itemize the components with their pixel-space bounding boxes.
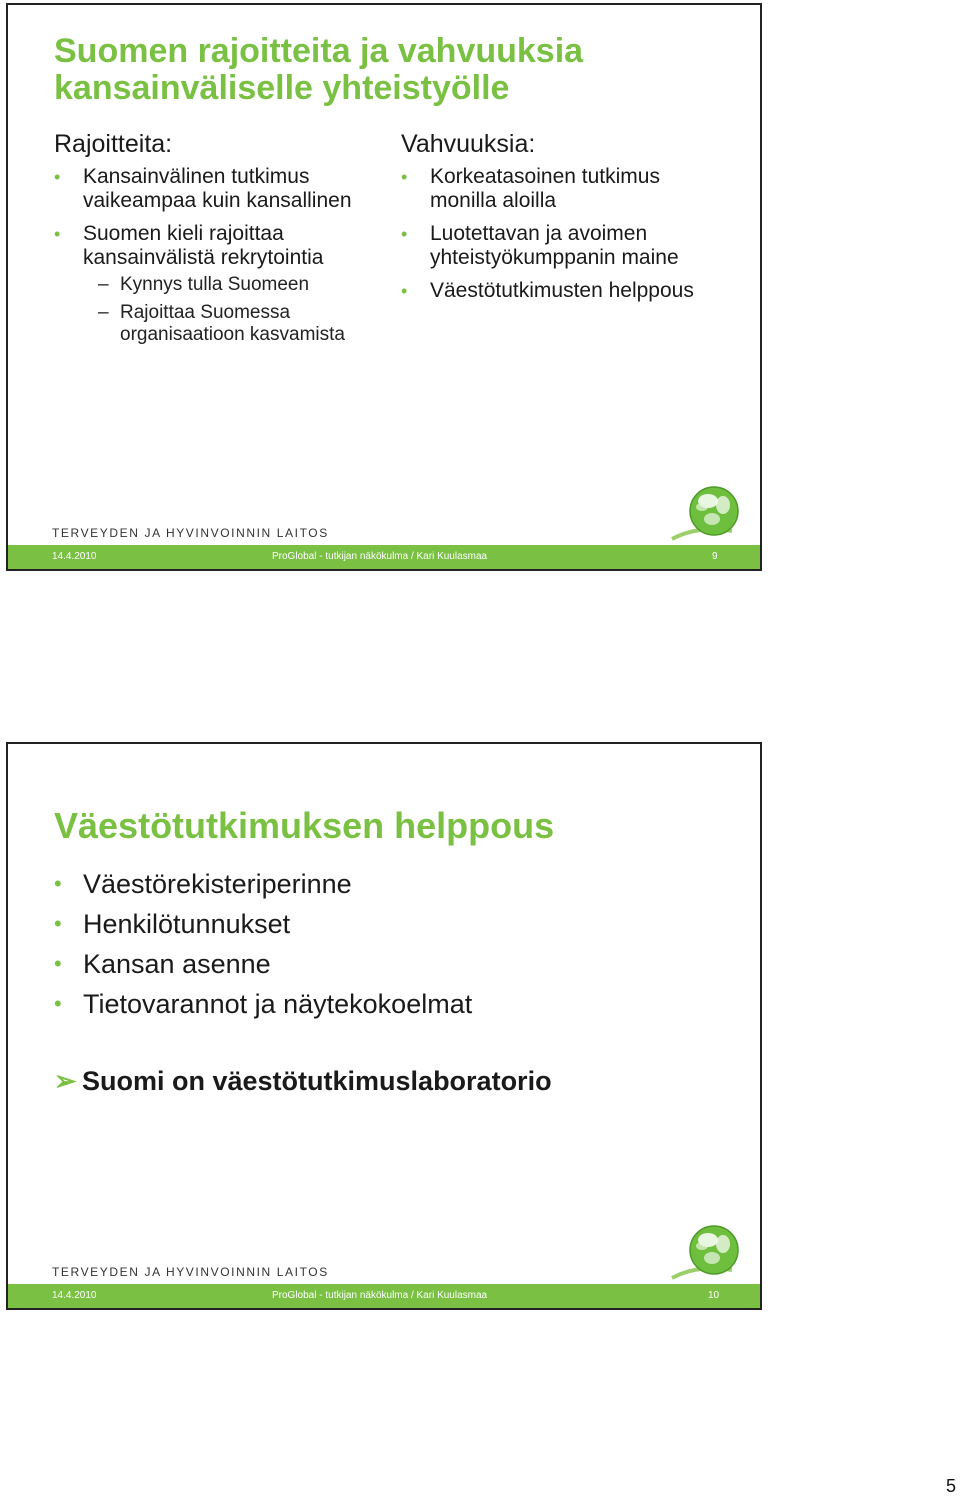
strengths-list [401,165,721,303]
list-item: • Kansainvälinen tutkimus vaikeampaa kuin kansallinen [54,165,384,213]
strengths-heading: Vahvuuksia: [401,130,536,158]
limitations-list [54,165,384,346]
footer-date: 14.4.2010 [52,1290,97,1301]
ease-list [54,868,714,1020]
list-item: • Väestörekisteriperinne [54,868,714,900]
footer-title: ProGlobal - tutkijan näkökulma / Kari Kuulasmaa [272,551,488,562]
slide-footer [8,545,760,569]
slide-footer [8,1284,760,1308]
limitations-heading: Rajoitteita: [54,130,173,158]
slide-10 [6,742,762,1310]
ease-list-column [54,868,714,1028]
slide-title: Väestötutkimuksen helppous [54,805,555,846]
slide-9 [6,3,762,571]
list-item: • Väestötutkimusten helppous [401,279,721,303]
strengths-column [401,129,721,312]
footer-title: ProGlobal - tutkijan näkökulma / Kari Kuulasmaa [272,1290,488,1301]
clover-logo-icon [668,1220,746,1282]
sub-list-item: – Kynnys tulla Suomeen [54,274,384,296]
sub-list-item: – Rajoittaa Suomessa organisaatioon kasvamista [54,302,384,346]
list-item: • Suomen kieli rajoittaa kansainvälistä rekrytointia [54,222,384,270]
list-item: • Korkeatasoinen tutkimus monilla aloilla [401,165,721,213]
key-conclusion [54,1065,552,1097]
list-item: • Tietovarannot ja näytekokoelmat [54,988,714,1020]
arrow-bullet-icon: ➢ [54,1066,77,1096]
list-item: • Luotettavan ja avoimen yhteistyökumppanin maine [401,222,721,270]
key-conclusion-text: Suomi on väestötutkimuslaboratorio [82,1066,552,1096]
list-item: • Henkilötunnukset [54,908,714,940]
slide-title: Suomen rajoitteita ja vahvuuksia kansainväliselle yhteistyölle [54,32,584,107]
footer-date: 14.4.2010 [52,551,97,562]
page-number: 5 [946,1476,957,1496]
organization-name: TERVEYDEN JA HYVINVOINNIN LAITOS [52,1265,329,1279]
limitations-column [54,129,384,352]
organization-name: TERVEYDEN JA HYVINVOINNIN LAITOS [52,526,329,540]
list-item: • Kansan asenne [54,948,714,980]
clover-logo-icon [668,481,746,543]
footer-slide-number: 10 [708,1290,720,1301]
footer-slide-number: 9 [712,551,718,562]
